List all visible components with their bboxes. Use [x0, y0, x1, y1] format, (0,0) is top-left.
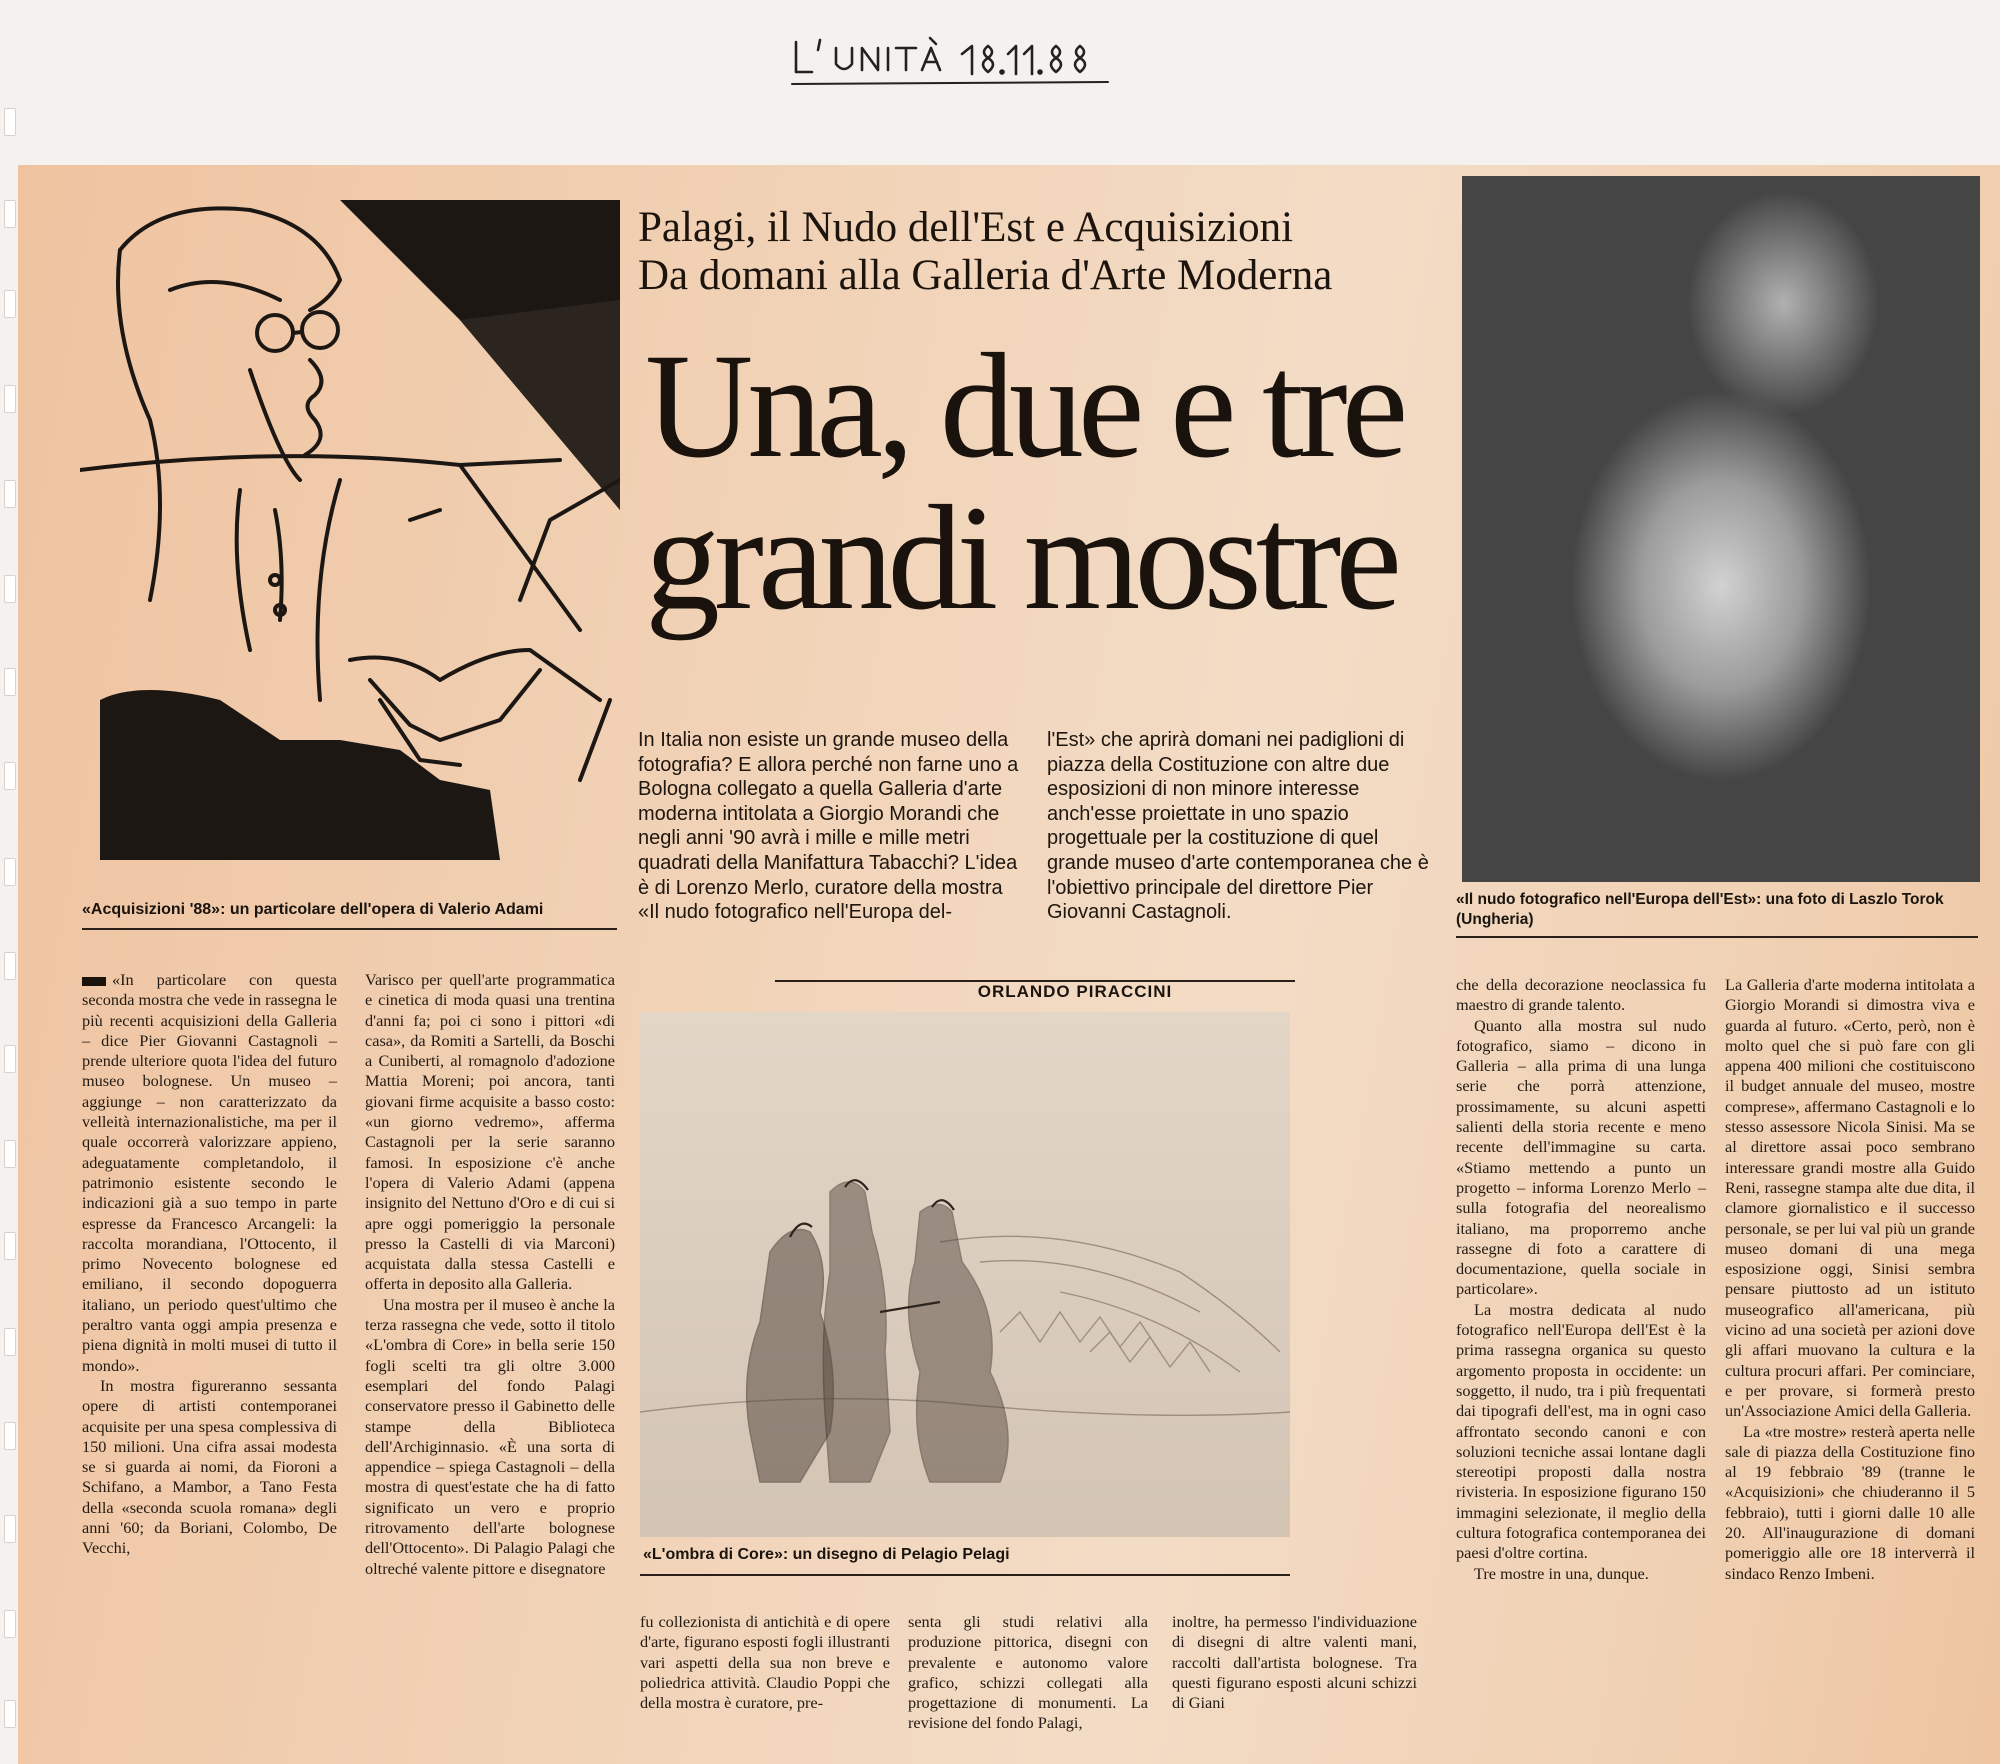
body-col-1 [82, 970, 337, 1559]
binder-hole [4, 1610, 16, 1638]
palagi-drawing [640, 1012, 1290, 1537]
binder-hole [4, 1700, 16, 1728]
kicker [638, 204, 1458, 300]
binder-hole [4, 1140, 16, 1168]
headline [645, 323, 1475, 641]
body-col-6c: La mostra dedicata al nudo fotografico nell'Europa dell'Est è la prima rassegna organica su questo argomento proposta in occidente: un soggetto, il nudo, tra i più frequentati dai tipografi dell'est, ma in ogni caso affrontato secondo canoni e con soluzioni tecniche assai lontane dagli stereotipi proposti dalla nostra rivisteria. In esposizione figurano 150 immagini selezionate, il meglio della cultura fotografica contemporanea dei paesi d'oltre cortina. [1456, 1299, 1706, 1563]
binder-hole [4, 762, 16, 790]
binder-hole [4, 108, 16, 136]
caption-rule [1456, 936, 1978, 938]
binder-hole [4, 1422, 16, 1450]
caption-adami: «Acquisizioni '88»: un particolare dell'opera di Valerio Adami [82, 901, 544, 918]
handwritten-header [790, 28, 1110, 88]
kicker-line-1: Palagi, il Nudo dell'Est e Acquisizioni [638, 204, 1294, 251]
binder-hole [4, 858, 16, 886]
body-col-7 [1725, 975, 1975, 1584]
binder-hole [4, 668, 16, 696]
body-col-3: fu collezionista di antichità e di opere d'arte, figurano esposti fogli illustranti vari aspetti della sua non breve e poliedrica attività. Claudio Poppi che della mostra è curatore, pre- [640, 1612, 890, 1713]
binder-hole [4, 1232, 16, 1260]
binder-hole [4, 1515, 16, 1543]
caption-palagi: «L'ombra di Core»: un disegno di Pelagio Pelagi [643, 1546, 1010, 1563]
body-col-7-text: La Galleria d'arte moderna intitolata a Giorgio Morandi si dimostra viva e guarda al futuro. «Certo, però, non è molto quel che si può fare con gli appena 400 milioni che costituiscono il budget annuale del museo, mostre comprese», affermano Castagnoli e lo stesso assessore Nicola Sinisi. Ma se al direttore assai poco sembrano interessare grandi mostre alla Guido Reni, rassegne stampa alte due dita, il clamore giornalistico e il successo personale, se per lui val più un grande museo domani di una mega esposizione oggi, Sinisi sembra pensare piuttosto ad un istituto museografico all'americana, più vicino ad una società per azioni dove gli affari muovano la cultura e la cultura procuri affari. Per cominciare, e per provare, si formerà presto un'Associazione Amici della Galleria. [1725, 975, 1975, 1421]
binder-hole [4, 575, 16, 603]
body-col-6b: Quanto alla mostra sul nudo fotografico, siamo – dicono in Galleria – alla prima di una lunga serie che porrà attenzione, prossimamente, su alcuni aspetti salienti della storia recente e meno recente dell'immagine su carta. «Stiamo mettendo a punto un progetto – informa Lorenzo Merlo – sulla fotografia del neorealismo italiano, ma proporremo anche rassegne di foto a carattere di documentazione, quella sociale in particolare». [1456, 1015, 1706, 1299]
binder-hole [4, 480, 16, 508]
body-col-6d: Tre mostre in una, dunque. [1474, 1563, 1649, 1583]
binder-hole [4, 952, 16, 980]
body-col-5: inoltre, ha permesso l'individuazione di disegni di altre valenti mani, raccolti dall'artista bolognese. Tra questi figurano esposti alcuni schizzi di Giani [1172, 1612, 1417, 1713]
body-col-2 [365, 970, 615, 1579]
body-col-1-text: «In particolare con questa seconda mostra che vede in rassegna le più recenti acquisizioni della Galleria – dice Pier Giovanni Castagnoli – prende ulteriore quota l'idea del futuro museo bolognese. Un museo – aggiunge – non caratterizzato da velleità internazionalistiche, ma per il quale occorrerà valorizzare appieno, adeguatamente completandolo, il patrimonio esistente secondo le indicazioni già a suo tempo in parte espresse da Francesco Arcangeli: la raccolta morandiana, l'Ottocento, il primo Novecento bolognese ed emiliano, il secondo dopoguerra italiano, un periodo quest'ultimo che peraltro vanta oggi ampia presenza e piena dignità in molti musei di tutto il mondo». [82, 970, 337, 1375]
body-col-1b: In mostra figureranno sessanta opere di artisti contemporanei acquisite per una spesa complessiva di 150 milioni. Una cifra assai modesta se si guarda ai nomi, da Fioroni a Schifano, a Mambor, a Tano Festa della «seconda scuola romana» degli anni '60; da Boriani, Colombo, De Vecchi, [82, 1375, 337, 1558]
headline-line-1: Una, due e tre [645, 323, 1403, 489]
binder-hole [4, 385, 16, 413]
body-col-7b: La «tre mostre» resterà aperta nelle sale di piazza della Costituzione fino al 19 febbraio '89 (tranne le «Acquisizioni» che chiuderanno il 5 febbraio), tutti i giorni dalle 10 alle 20. All'inaugurazione di domani pomeriggio alle ore 18 interverrà il sindaco Renzo Imbeni. [1725, 1421, 1975, 1583]
torok-photo [1462, 176, 1980, 882]
body-col-4: senta gli studi relativi alla produzione pittorica, disegni con prevalente e autonomo valore grafico, schizzi collegati alla progettazione di monumenti. La revisione del fondo Palagi, [908, 1612, 1148, 1733]
caption-torok: «Il nudo fotografico nell'Europa dell'Est»: una foto di Laszlo Torok (Ungheria) [1456, 891, 1944, 928]
body-col-6-text: che della decorazione neoclassica fu maestro di grande talento. [1456, 975, 1706, 1015]
body-col-2b: Una mostra per il museo è anche la terza rassegna che vede, sotto il titolo «L'ombra di Core» in bella serie 150 fogli scelti tra gli oltre 3.000 esemplari del fondo Palagi conservatore presso il Gabinetto delle stampe della Biblioteca dell'Archiginnasio. «È una sorta di appendice – spiega Castagnoli – della mostra di quest'estate che ha di fatto significato un vero e proprio ritrovamento dell'arte bolognese dell'Ottocento». Di Palagio Palagi che oltreché valente pittore e disegnatore [365, 1294, 615, 1578]
body-col-6 [1456, 975, 1706, 1584]
binder-hole [4, 200, 16, 228]
caption-rule [82, 928, 617, 930]
caption-rule [640, 1574, 1290, 1576]
lead-col-1: In Italia non esiste un grande museo della fotografia? E allora perché non farne uno a Bologna collegato a quella Galleria d'arte moderna intitolata a Giorgio Morandi che negli anni '90 avrà i mille e mille metri quadrati della Manifattura Tabacchi? L'idea è di Lorenzo Merlo, curatore della mostra «Il nudo fotografico nell'Europa del- [638, 729, 1019, 924]
lead-col-2: l'Est» che aprirà domani nei padiglioni di piazza della Costituzione con altre due esposizioni di non minore interesse anch'esse proiettate in uno spazio progettuale per la costituzione di quel grande museo d'arte contemporanea che è l'obiettivo principale del direttore Pier Giovanni Castagnoli. [1047, 729, 1429, 924]
paragraph-bullet [82, 977, 106, 986]
kicker-line-2: Da domani alla Galleria d'Arte Moderna [638, 252, 1333, 299]
byline: ORLANDO PIRACCINI [977, 982, 1173, 1001]
body-col-2-text: Varisco per quell'arte programmatica e cinetica di moda quasi una trentina d'anni fa; poi ci sono i pittori «di casa», da Romiti a Sartelli, da Boschi a Cuniberti, al romagnolo d'adozione Mattia Moreni; poi ancora, tanti giovani firme acquisite a basso costo: «un giorno vedremo», afferma Castagnoli per la serie saranno famosi. In esposizione c'è anche l'opera di Valerio Adami (appena insignito del Nettuno d'Oro e di cui si apre oggi pomeriggio la personale presso la Castelli di via Marconi) acquistata dalla stessa Castelli e offerta in deposito alla Galleria. [365, 970, 615, 1294]
binder-hole [4, 1328, 16, 1356]
headline-line-2: grandi mostre [645, 475, 1396, 641]
binder-hole [4, 290, 16, 318]
adami-illustration [80, 180, 620, 860]
binder-hole [4, 1045, 16, 1073]
